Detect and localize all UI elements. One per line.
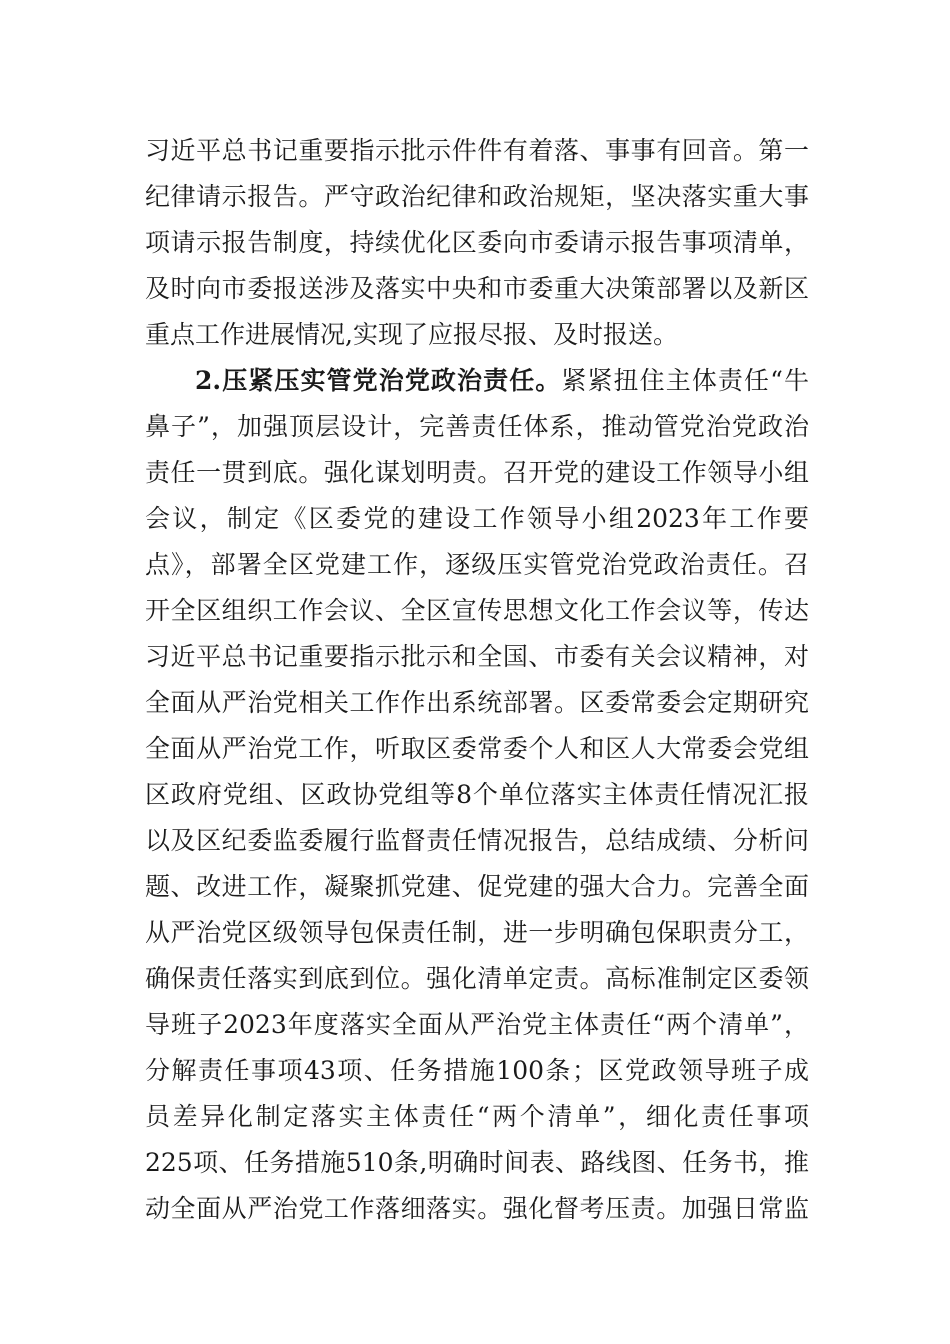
text-line: 分解责任事项43项、任务措施100条；区党政领导班子成	[145, 1056, 809, 1085]
text-line: 项请示报告制度，持续优化区委向市委请示报告事项清单，	[145, 228, 809, 257]
paragraph-2	[145, 358, 809, 1232]
text-line: 鼻子”，加强顶层设计，完善责任体系，推动管党治党政治	[145, 412, 809, 441]
text-line: 员差异化制定落实主体责任“两个清单”，细化责任事项	[145, 1102, 809, 1131]
text-line: 责任一贯到底。强化谋划明责。召开党的建设工作领导小组	[145, 458, 809, 487]
text-line: 从严治党区级领导包保责任制，进一步明确包保职责分工，	[145, 918, 809, 947]
text-line: 确保责任落实到底到位。强化清单定责。高标准制定区委领	[145, 964, 809, 993]
text-line: 导班子2023年度落实全面从严治党主体责任“两个清单”，	[145, 1010, 809, 1039]
text-line: 习近平总书记重要指示批示件件有着落、事事有回音。第一	[145, 136, 809, 165]
text-line: 会议，制定《区委党的建设工作领导小组2023年工作要	[145, 504, 809, 533]
text-line: 点》，部署全区党建工作，逐级压实管党治党政治责任。召	[145, 550, 809, 579]
text-line: 全面从严治党相关工作作出系统部署。区委常委会定期研究	[145, 688, 809, 717]
text-line: 重点工作进展情况,实现了应报尽报、及时报送。	[145, 320, 678, 349]
text-line: 习近平总书记重要指示批示和全国、市委有关会议精神，对	[145, 642, 809, 671]
document-page	[145, 128, 809, 1232]
text-line: 题、改进工作，凝聚抓党建、促党建的强大合力。完善全面	[145, 872, 809, 901]
text-line: 及时向市委报送涉及落实中央和市委重大决策部署以及新区	[145, 274, 809, 303]
heading-line	[145, 358, 809, 404]
text-line: 纪律请示报告。严守政治纪律和政治规矩，坚决落实重大事	[145, 182, 809, 211]
text-line: 区政府党组、区政协党组等8个单位落实主体责任情况汇报	[145, 780, 809, 809]
text-line: 225项、任务措施510条,明确时间表、路线图、任务书，推	[145, 1148, 809, 1177]
paragraph-1	[145, 128, 809, 358]
text-line: 动全面从严治党工作落细落实。强化督考压责。加强日常监	[145, 1194, 809, 1223]
text-line: 全面从严治党工作，听取区委常委个人和区人大常委会党组	[145, 734, 809, 763]
section-heading: 2.压紧压实管党治党政治责任。	[195, 366, 562, 395]
text-line: 以及区纪委监委履行监督责任情况报告，总结成绩、分析问	[145, 826, 809, 855]
heading-line-rest: 紧紧扭住主体责任“牛	[561, 366, 809, 395]
text-line: 开全区组织工作会议、全区宣传思想文化工作会议等，传达	[145, 596, 809, 625]
